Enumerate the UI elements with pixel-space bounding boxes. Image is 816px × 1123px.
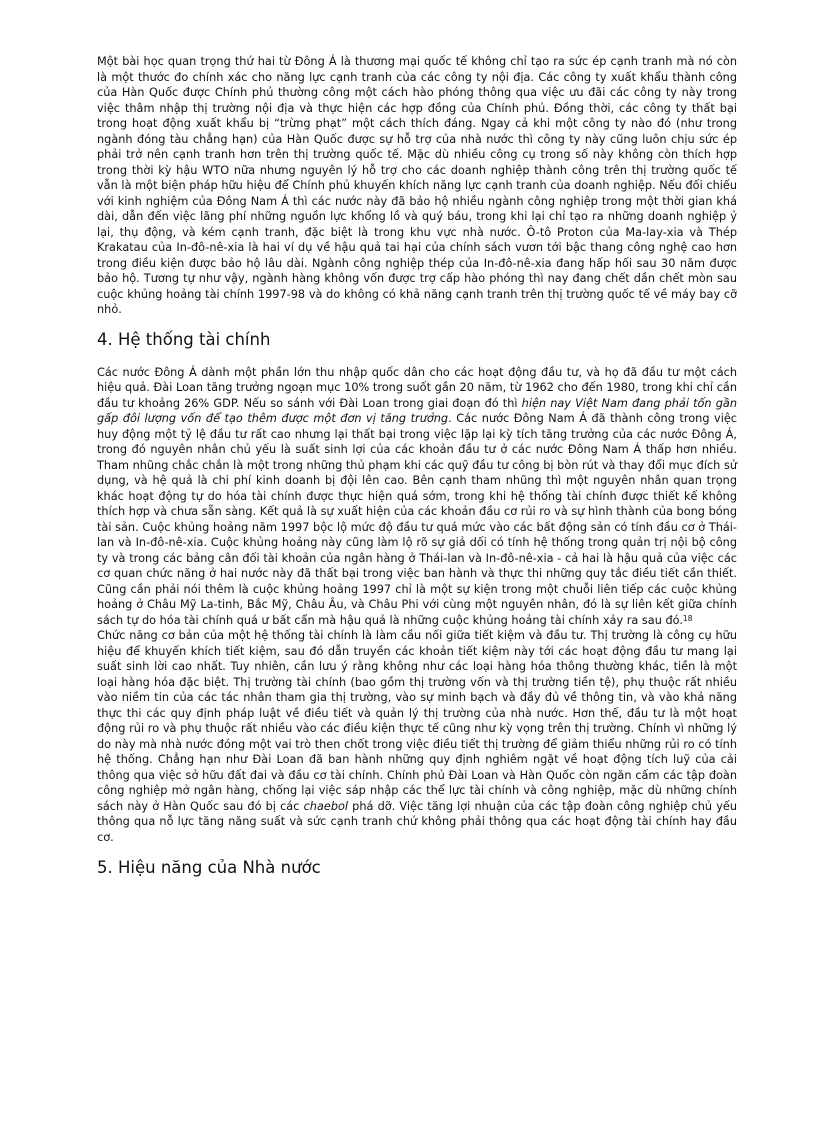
paragraph-investment bbox=[97, 365, 737, 629]
paragraph-financial-function-part2: phá dỡ. Việc tăng lợi nhuận của các tập đoàn công nghiệp chủ yếu thông qua nỗ lực tăng năng suất và sức cạnh tranh chứ không phải thông qua các hoạt động tài chính hay đầu cơ. bbox=[97, 799, 737, 844]
paragraph-investment-emphasis: hiện nay Việt Nam đang phải tốn gần gấp đôi lượng vốn để tạo thêm được một đơn vị tăng trưởng bbox=[97, 396, 737, 425]
paragraph-financial-function-part1: Chức năng cơ bản của một hệ thống tài chính là làm cầu nối giữa tiết kiệm và đầu tư. Thị trường là công cụ hữu hiệu để khuyến khích tiết kiệm, sau đó dẫn truyền các khoản tiết kiệm này tới các hoạt động đầu tư mang lại suất sinh lời cao nhất. Tuy nhiên, cần lưu ý rằng không như các loại hàng hóa thông thường khác, tiền là một loại hàng hóa đặc biệt. Thị trường tài chính (bao gồm thị trường vốn và thị trường tiền tệ), phụ thuộc rất nhiều vào niềm tin của các tác nhân tham gia thị trường, vào sự minh bạch và đầy đủ về thông tin, và vào khả năng thực thi các quy định pháp luật về điều tiết và quản lý thị trường của nhà nước. Hơn thế, đầu tư là một hoạt động rủi ro và phụ thuộc rất nhiều vào các điều kiện thực tế cũng như kỳ vọng trên thị trường. Chính vì những lý do này mà nhà nước đóng một vai trò then chốt trong việc điều tiết thị trường để giảm thiểu những rủi ro có tính hệ thống. Chẳng hạn như Đài Loan đã ban hành những quy định nghiêm ngặt về hoạt động tích luỹ của cải thông qua việc sở hữu đất đai và đầu cơ tài chính. Chính phủ Đài Loan và Hàn Quốc còn ngăn cấm các tập đoàn công nghiệp mở ngân hàng, chống lại việc sáp nhập các thể lực tài chính và công nghiệp, mặc dù những chính sách này ở Hàn Quốc sau đó bị các bbox=[97, 629, 737, 813]
paragraph-investment-part1: Các nước Đông Á dành một phần lớn thu nhập quốc dân cho các hoạt động đầu tư, và họ đã đầu tư một cách hiệu quả. Đài Loan tăng trưởng ngoạn mục 10% trong suốt gần 20 năm, từ 1962 cho đến 1980, trong khi chỉ cần đầu tư khoảng 26% GDP. Nếu so sánh với Đài Loan trong giai đoạn đó thì bbox=[97, 365, 737, 410]
paragraph-investment-part2: . Các nước Đông Nam Á đã thành công trong việc huy động một tỷ lệ đầu tư rất cao nhưng lại thất bại trong việc lặp lại kỳ tích tăng trưởng của các nước Đông Á, trong đó nguyên nhân chủ yếu là suất sinh lợi của các khoản đầu tư ở các nước Đông Nam Á thấp hơn nhiều. Tham nhũng chắc chắn là một trong những thủ phạm khi các quỹ đầu tư công bị bòn rút và thay đổi mục đích sử dụng, và hệ quả là chi phí kinh doanh bị đội lên cao. Bên cạnh tham nhũng thì một nguyên nhân quan trọng khác hoạt động tự do hóa tài chính được thực hiện quá sớm, trong khi hệ thống tài chính được thiết kế không thích hợp và chưa sẵn sàng. Kết quả là sự xuất hiện của các khoản đầu cơ rủi ro và sự hình thành của bong bóng tài sản. Cuộc khủng hoảng năm 1997 bộc lộ mức độ đầu tư quá mức vào các bất động sản có tính đầu cơ ở Thái-lan và In-đô-nê-xia. Cuộc khủng hoảng này cũng làm lộ rõ sự giả dối có tính hệ thống trong quản trị nội bộ công ty và trong các bảng cân đối tài khoản của ngân hàng ở Thái-lan và In-đô-nê-xia - cả hai là hậu quả của việc các cơ quan chức năng ở hai nước này đã thất bại trong việc ban hành và thực thi những quy tắc điều tiết cần thiết. Cũng cần phải nói thêm là cuộc khủng hoảng 1997 chỉ là một sự kiện trong một chuỗi liên tiếp các cuộc khủng hoảng ở Châu Mỹ La-tinh, Bắc Mỹ, Châu Âu, và Châu Phi với cùng một nguyên nhân, đó là sự liên kết giữa chính sách tự do hóa tài chính quá ư bất cẩn mà hậu quả là những cuộc khủng hoảng tài chính xảy ra sau đó. bbox=[97, 412, 738, 627]
paragraph-trade-lesson: Một bài học quan trọng thứ hai từ Đông Á là thương mại quốc tế không chỉ tạo ra sức ép cạnh tranh mà nó còn là một thước đo chính xác cho năng lực cạnh tranh của các công ty nội địa. Các công ty xuất khẩu thành công của Hàn Quốc được Chính phủ thường công một cách hào phóng thông qua việc ưu đãi các công ty này trong việc thâm nhập thị trường nội địa và thực hiện các hợp đồng của Chính phủ. Đồng thời, các công ty thất bại trong hoạt động xuất khẩu bị “trừng phạt” một cách thích đáng. Ngay cả khi một công ty nào đó (như trong ngành đóng tàu chẳng hạn) của Hàn Quốc được sự hỗ trợ của nhà nước thì công ty này cũng luôn chịu sức ép phải trở nên cạnh tranh hơn trên thị trường quốc tế. Mặc dù nhiều công cụ trong số này không còn thích hợp trong thời kỳ hậu WTO nữa nhưng nguyên lý hỗ trợ cho các doanh nghiệp thành công trên thị trường quốc tế vẫn là một biện pháp hữu hiệu để Chính phủ khuyến khích năng lực cạnh tranh của doanh nghiệp. Nếu đối chiếu với kinh nghiệm của Đông Nam Á thì các nước này đã bảo hộ nhiều ngành công nghiệp trong một thời gian khá dài, dẫn đến việc lãng phí những nguồn lực khổng lồ và quý báu, trong khi lại chỉ tạo ra những doanh nghiệp ỷ lại, thụ động, và kém cạnh tranh, đặc biệt là trong khu vực nhà nước. Ô-tô Proton của Ma-lay-xia và Thép Krakatau của In-đô-nê-xia là hai ví dụ về hậu quả tai hại của chính sách vươn tới bậc thang công nghệ cao hơn trong điều kiện được bảo hộ lâu dài. Ngành công nghiệp thép của In-đô-nê-xia đang hấp hối sau 30 năm được bảo hộ. Tương tự như vậy, ngành hàng không vốn được trợ cấp hào phóng thì nay đang chết dần chết mòn sau cuộc khủng hoảng tài chính 1997-98 và do không có khả năng cạnh tranh trên thị trường quốc tế về máy bay cỡ nhỏ. bbox=[97, 55, 737, 316]
section-heading-financial-system: 4. Hệ thống tài chính bbox=[97, 329, 271, 349]
document-page bbox=[97, 54, 737, 878]
paragraph-financial-function bbox=[97, 628, 737, 845]
section-heading-state-effectiveness: 5. Hiệu năng của Nhà nước bbox=[97, 858, 321, 877]
footnote-marker: 18 bbox=[682, 613, 693, 623]
chaebol-term: chaebol bbox=[303, 799, 349, 813]
